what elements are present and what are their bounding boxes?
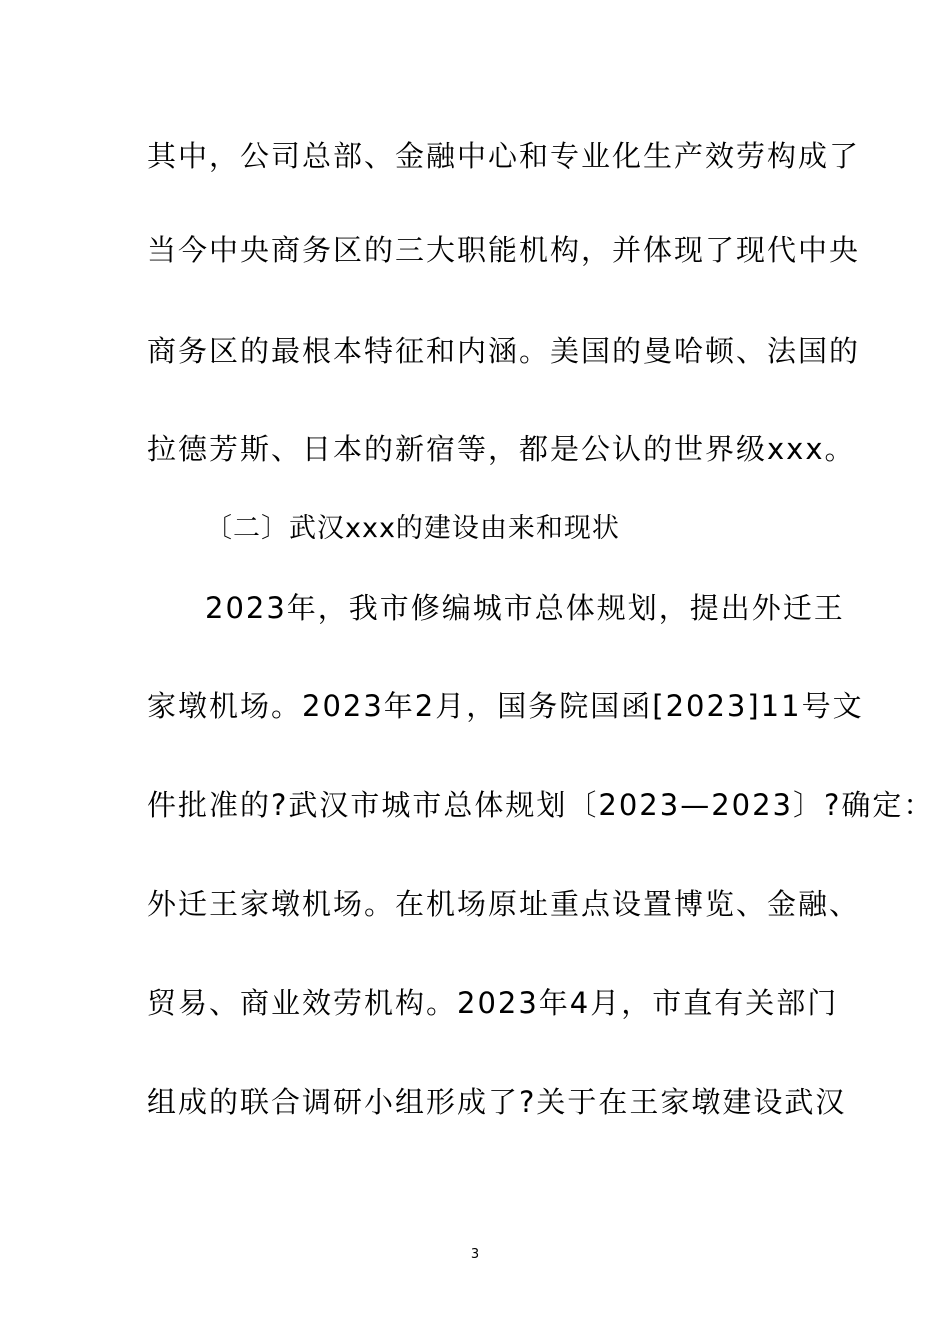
text-line-11: 组成的联合调研小组形成了?关于在王家墩建设武汉 [147,1085,847,1119]
text-line-9: 外迁王家墩机场。在机场原址重点设置博览、金融、 [147,887,861,921]
section-heading: 〔二〕武汉xxx的建设由来和现状 [205,513,620,544]
text-line-10: 贸易、商业效劳机构。2023年4月，市直有关部门 [147,986,839,1020]
text-line-7: 家墩机场。2023年2月，国务院国函[2023]11号文 [147,689,864,723]
text-line-6: 2023年，我市修编城市总体规划，提出外迁王 [205,591,845,625]
text-line-8: 件批准的?武汉市城市总体规划〔2023—2023〕?确定： [147,788,935,822]
page-number: 3 [470,1247,480,1262]
text-line-1: 其中，公司总部、金融中心和专业化生产效劳构成了 [147,139,861,173]
text-line-2: 当今中央商务区的三大职能机构，并体现了现代中央 [147,233,861,267]
text-line-4: 拉德芳斯、日本的新宿等，都是公认的世界级xxx。 [147,432,856,466]
text-line-3: 商务区的最根本特征和内涵。美国的曼哈顿、法国的 [147,334,861,368]
